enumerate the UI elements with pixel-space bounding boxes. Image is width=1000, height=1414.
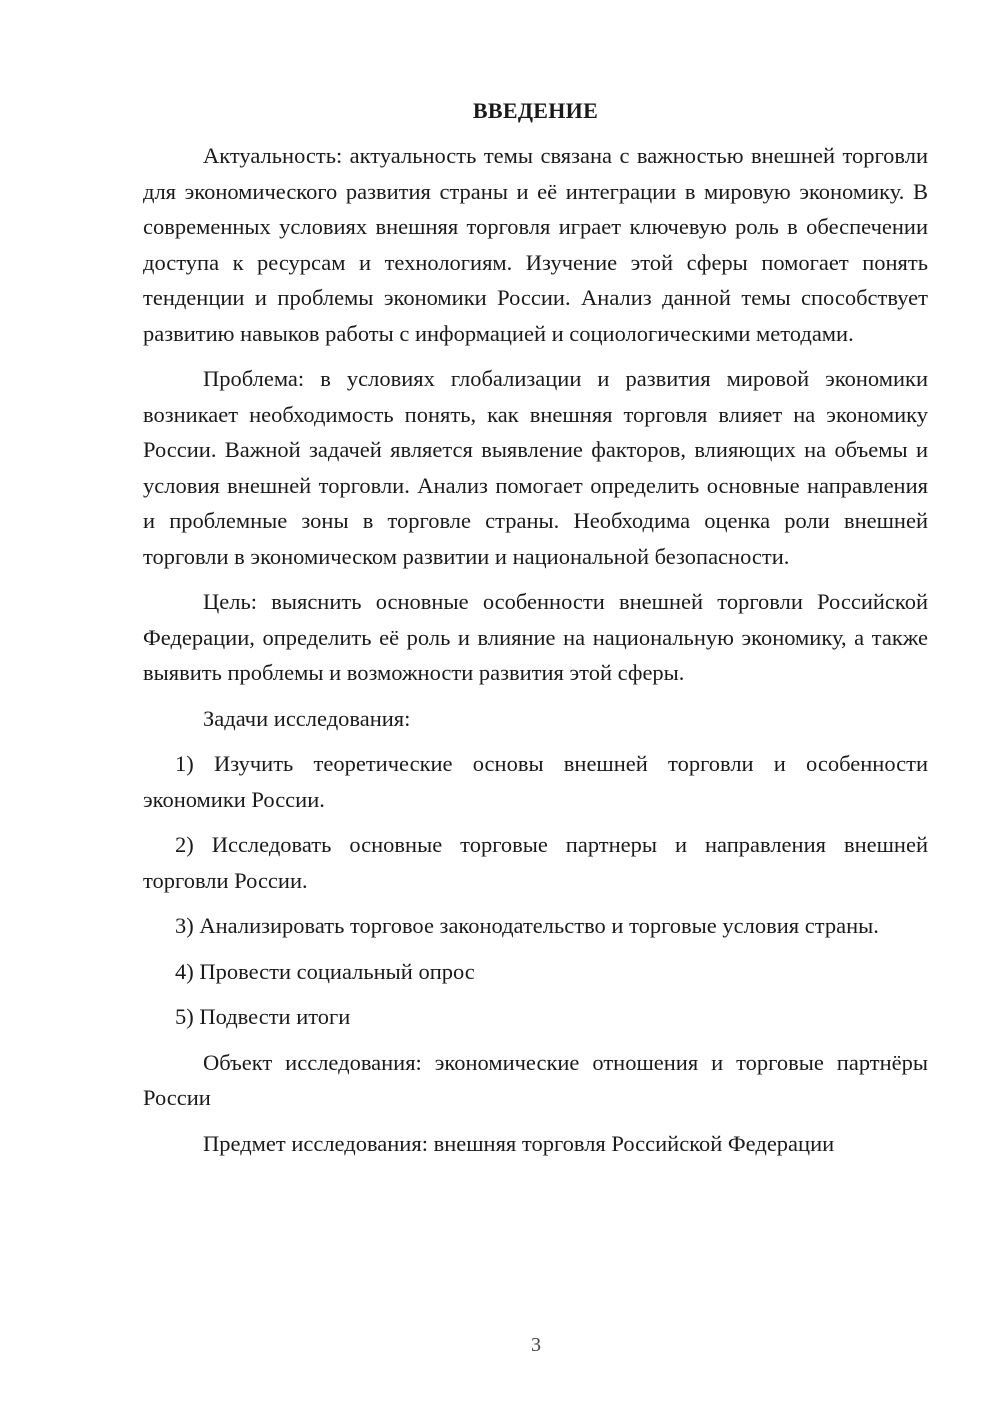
goal-paragraph: Цель: выяснить основные особенности внешней торговли Российской Федерации, определить её роль и влияние на национальную экономику, а также выявить проблемы и возможности развития этой сферы. [143,589,928,685]
document-body [143,96,928,1161]
task-item-4: 4) Провести социальный опрос [175,958,475,984]
tasks-heading: Задачи исследования: [203,705,411,731]
task-item-1: 1) Изучить теоретические основы внешней торговли и особенности экономики России. [143,751,928,812]
subject-paragraph: Предмет исследования: внешняя торговля Российской Федерации [203,1130,835,1156]
relevance-paragraph: Актуальность: актуальность темы связана с важностью внешней торговли для экономического развития страны и её интеграции в мировую экономику. В современных условиях внешняя торговля играет ключевую роль в обеспечении доступа к ресурсам и технологиям. Изучение этой сферы помогает понять тенденции и проблемы экономики России. Анализ данной темы способствует развитию навыков работы с информацией и социологическими методами. [143,143,928,346]
task-item-2: 2) Исследовать основные торговые партнеры и направления внешней торговли России. [143,832,928,893]
task-item-3: 3) Анализировать торговое законодательство и торговые условия страны. [175,913,879,938]
object-paragraph: Объект исследования: экономические отношения и торговые партнёры России [143,1049,928,1110]
section-title: ВВЕДЕНИЕ [472,98,599,123]
problem-paragraph: Проблема: в условиях глобализации и развития мировой экономики возникает необходимость понять, как внешняя торговля влияет на экономику России. Важной задачей является выявление факторов, влияющих на объемы и условия внешней торговли. Анализ помогает определить основные направления и проблемные зоны в торговле страны. Необходима оценка роли внешней торговли в экономическом развитии и национальной безопасности. [143,366,928,569]
task-item-5: 5) Подвести итоги [175,1004,351,1029]
page-number: 3 [531,1334,541,1356]
